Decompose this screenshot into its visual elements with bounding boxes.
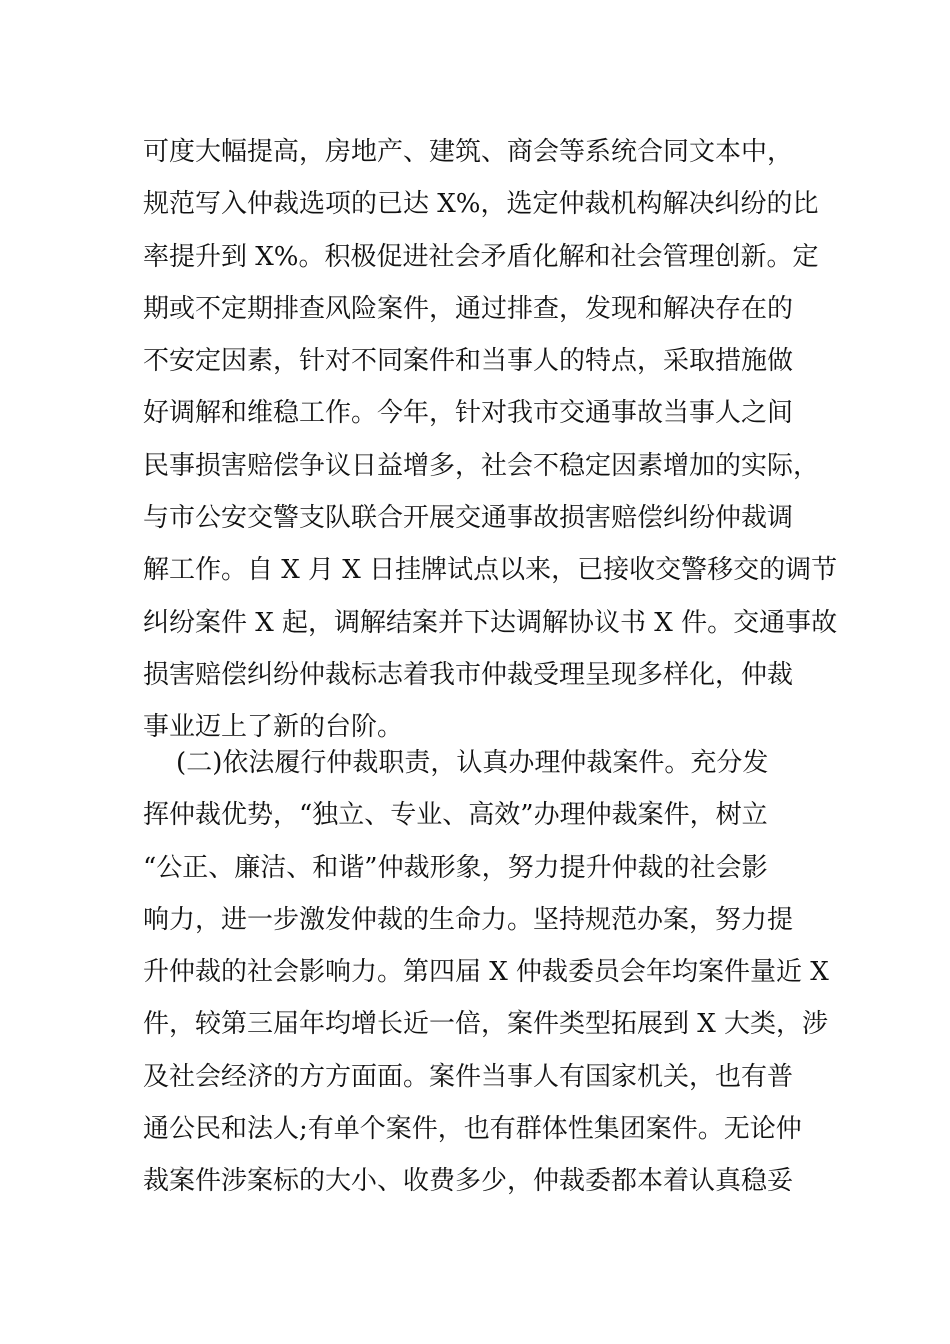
text-line: 件，较第三届年均增长近一倍，案件类型拓展到 X 大类，涉 [143, 1009, 829, 1040]
paragraph-2 [143, 737, 829, 1208]
text-line: (二)依法履行仲裁职责，认真办理仲裁案件。充分发 [143, 748, 769, 778]
text-line: 响力，进一步激发仲裁的生命力。坚持规范办案，努力提 [143, 904, 794, 935]
paragraph-1 [143, 126, 838, 754]
text-line: 民事损害赔偿争议日益增多，社会不稳定因素增加的实际， [143, 450, 820, 481]
text-line: 不安定因素，针对不同案件和当事人的特点，采取措施做 [143, 346, 794, 377]
text-line: 率提升到 X%。积极促进社会矛盾化解和社会管理创新。定 [143, 241, 819, 272]
text-line: 好调解和维稳工作。今年，针对我市交通事故当事人之间 [143, 398, 794, 429]
text-line: 损害赔偿纠纷仲裁标志着我市仲裁受理呈现多样化，仲裁 [143, 659, 794, 690]
text-line: 解工作。自 X 月 X 日挂牌试点以来，已接收交警移交的调节 [143, 555, 838, 586]
text-line: 规范写入仲裁选项的已达 X%，选定仲裁机构解决纠纷的比 [143, 189, 819, 220]
text-line: 期或不定期排查风险案件，通过排查，发现和解决存在的 [143, 293, 794, 324]
text-line: 及社会经济的方方面面。案件当事人有国家机关，也有普 [143, 1061, 794, 1092]
text-line: 挥仲裁优势，“独立、专业、高效”办理仲裁案件，树立 [143, 800, 768, 831]
text-line: 纠纷案件 X 起，调解结案并下达调解协议书 X 件。交通事故 [143, 607, 838, 638]
text-line: “公正、廉洁、和谐”仲裁形象，努力提升仲裁的社会影 [143, 852, 768, 883]
text-line: 通公民和法人;有单个案件，也有群体性集团案件。无论仲 [143, 1114, 802, 1145]
text-line: 升仲裁的社会影响力。第四届 X 仲裁委员会年均案件量近 X [143, 957, 829, 988]
text-line: 与市公安交警支队联合开展交通事故损害赔偿纠纷仲裁调 [143, 503, 794, 534]
text-line: 可度大幅提高，房地产、建筑、商会等系统合同文本中， [143, 137, 794, 167]
text-line: 裁案件涉案标的大小、收费多少，仲裁委都本着认真稳妥 [143, 1166, 794, 1197]
text-line: 事业迈上了新的台阶。 [143, 712, 404, 743]
